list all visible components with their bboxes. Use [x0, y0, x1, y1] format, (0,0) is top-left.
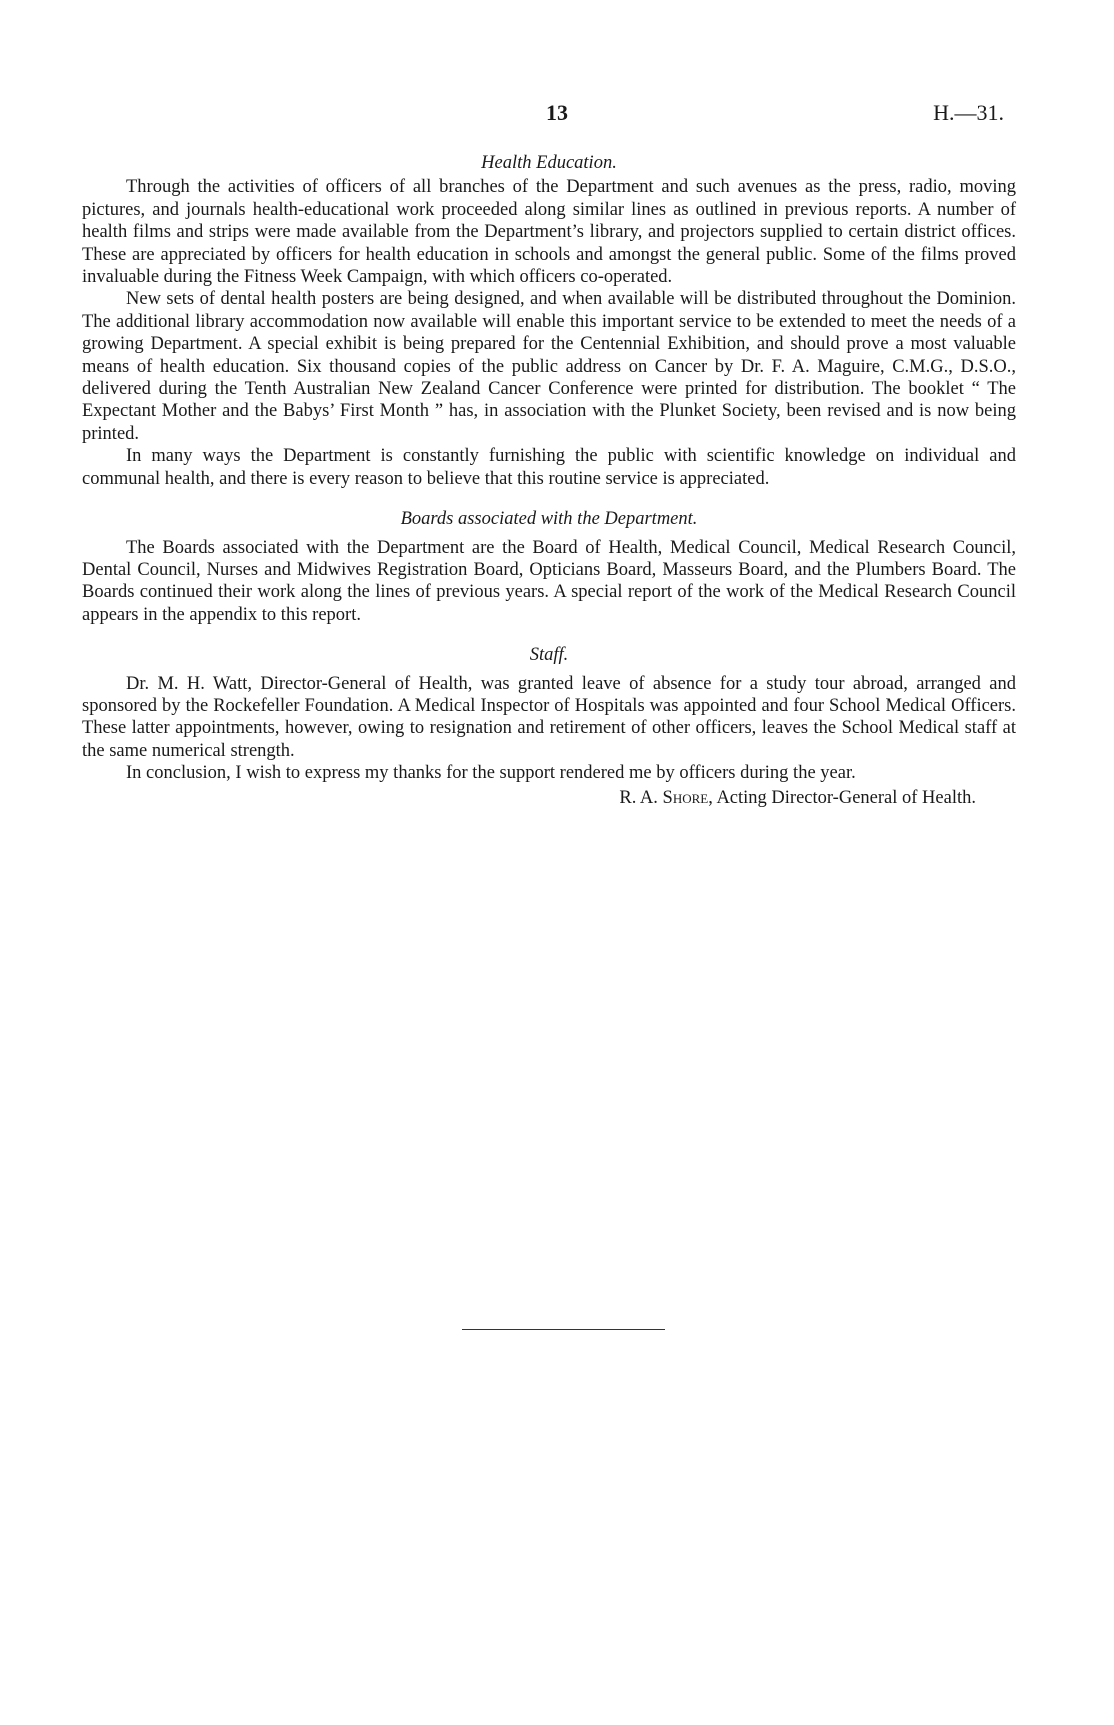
signature-name: R. A. Shore [619, 787, 709, 808]
report-body [82, 152, 1016, 809]
paragraph-staff-1: Dr. M. H. Watt, Director-General of Health, was granted leave of absence for a study tour abroad, arranged and sponsored by the Rockefeller Foundation. A Medical Inspector of Hospitals was appointed and four School Medical Officers. These latter appointments, however, owing to resignation and retirement of other officers, leaves the School Medical staff at the same numerical strength. [82, 673, 1016, 761]
heading-staff: Staff. [529, 645, 569, 666]
end-rule [462, 1329, 665, 1330]
paragraph-health-education-2: New sets of dental health posters are being designed, and when available will be distributed throughout the Dominion. The additional library accommodation now available will enable this important service to be extended to meet the needs of a growing Department. A special exhibit is being prepared for the Centennial Exhibition, and should prove a most valuable means of health education. Six thousand copies of the public address on Cancer by Dr. F. A. Maguire, C.M.G., D.S.O., delivered during the Tenth Australian New Zealand Cancer Conference were printed for distribution. The booklet “ The Expectant Mother and the Babys’ First Month ” has, in association with the Plunket Society, been revised and is now being printed. [82, 289, 1016, 444]
paragraph-boards-1: The Boards associated with the Department are the Board of Health, Medical Council, Medical Research Council, Dental Council, Nurses and Midwives Registration Board, Opticians Board, Masseurs Board, and the Plumbers Board. The Boards continued their work along the lines of previous years. A special report of the work of the Medical Research Council appears in the appendix to this report. [82, 537, 1016, 625]
page-code: H.—31. [933, 100, 1004, 125]
signature-title: , Acting Director-General of Health. [708, 787, 976, 808]
signature [82, 787, 1016, 809]
heading-boards: Boards associated with the Department. [400, 509, 698, 530]
paragraph-health-education-3: In many ways the Department is constantly furnishing the public with scientific knowledge on individual and communal health, and there is every reason to believe that this routine service is appreciated. [82, 446, 1016, 489]
paragraph-staff-2: In conclusion, I wish to express my thanks for the support rendered me by officers during the year. [126, 763, 856, 784]
page-number: 13 [546, 100, 568, 125]
heading-health-education: Health Education. [481, 153, 617, 173]
paragraph-health-education-1: Through the activities of officers of all branches of the Department and such avenues as the press, radio, moving pictures, and journals health-educational work proceeded along similar lines as outlined in previous reports. A number of health films and strips were made available from the Department’s library, and projectors supplied to certain district offices. These are appreciated by officers for health education in schools and amongst the general public. Some of the films proved invaluable during the Fitness Week Campaign, with which officers co-operated. [82, 177, 1016, 288]
